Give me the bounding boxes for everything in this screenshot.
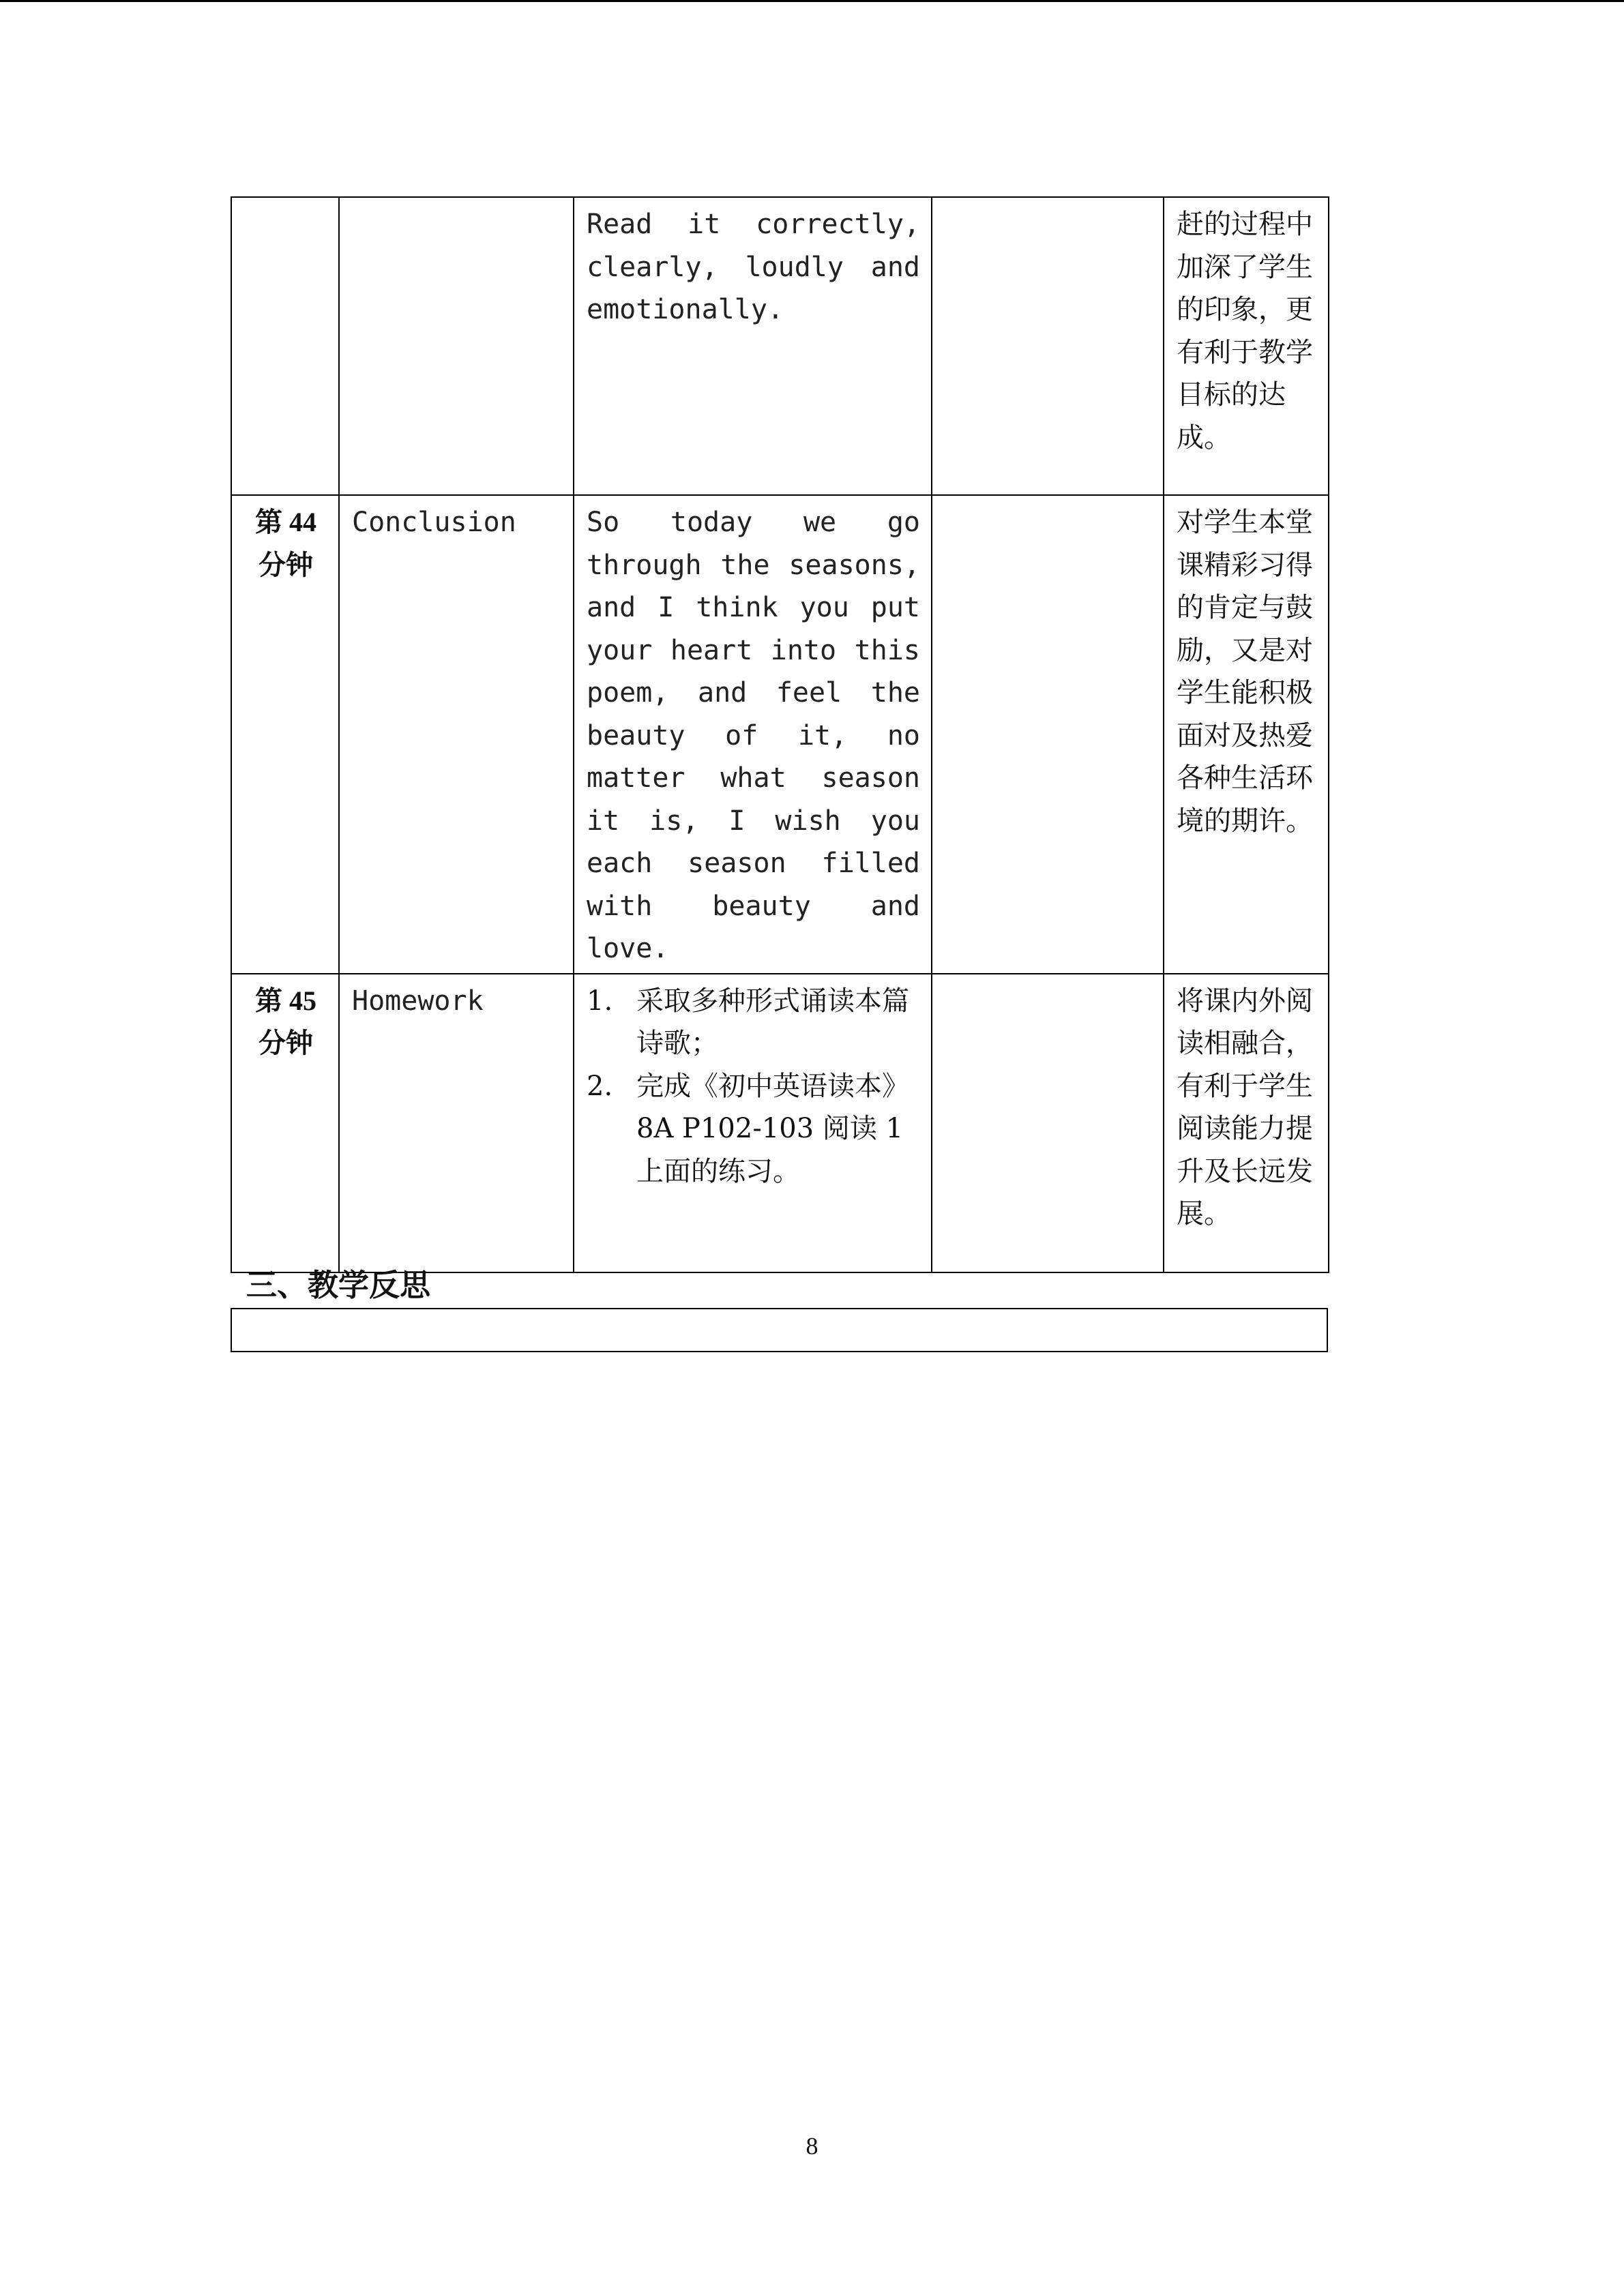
- table-row: [231, 495, 1329, 974]
- list-number: 2.: [587, 1070, 613, 1102]
- list-item: [587, 980, 920, 1065]
- reflection-box: [231, 1308, 1328, 1352]
- step-cell: Conclusion: [339, 495, 574, 974]
- student-activity-cell: [932, 495, 1164, 974]
- teacher-activity-cell: Read it correctly, clearly, loudly and emotionally.: [574, 197, 932, 495]
- table-row: [231, 197, 1329, 495]
- design-purpose-cell: 赶的过程中加深了学生的印象，更有利于教学目标的达成。: [1164, 197, 1329, 495]
- time-cell: 第 45 分钟: [231, 974, 339, 1272]
- page-number: 8: [806, 2132, 818, 2160]
- list-item: [587, 1065, 920, 1193]
- list-number: 1.: [587, 985, 613, 1017]
- teacher-activity-cell: So today we go through the seasons, and I think you put your heart into this poem, and feel the beauty of it, no matter what season it is, I wish you each season filled with beauty and love.: [574, 495, 932, 974]
- student-activity-cell: [932, 974, 1164, 1272]
- student-activity-cell: [932, 197, 1164, 495]
- time-cell: [231, 197, 339, 495]
- homework-list: [587, 980, 920, 1193]
- top-border-line: [0, 0, 1624, 2]
- list-item-text: 完成《初中英语读本》8A P102-103 阅读 1 上面的练习。: [636, 1070, 909, 1187]
- step-cell: Homework: [339, 974, 574, 1272]
- section-heading: 三、教学反思: [246, 1267, 431, 1303]
- time-cell: 第 44 分钟: [231, 495, 339, 974]
- design-purpose-cell: 对学生本堂课精彩习得的肯定与鼓励，又是对学生能积极面对及热爱各种生活环境的期许。: [1164, 495, 1329, 974]
- table-row: [231, 974, 1329, 1272]
- teacher-activity-cell: [574, 974, 932, 1272]
- list-item-text: 采取多种形式诵读本篇诗歌；: [636, 985, 909, 1059]
- lesson-plan-table: [231, 196, 1329, 1273]
- design-purpose-cell: 将课内外阅读相融合，有利于学生阅读能力提升及长远发展。: [1164, 974, 1329, 1272]
- step-cell: [339, 197, 574, 495]
